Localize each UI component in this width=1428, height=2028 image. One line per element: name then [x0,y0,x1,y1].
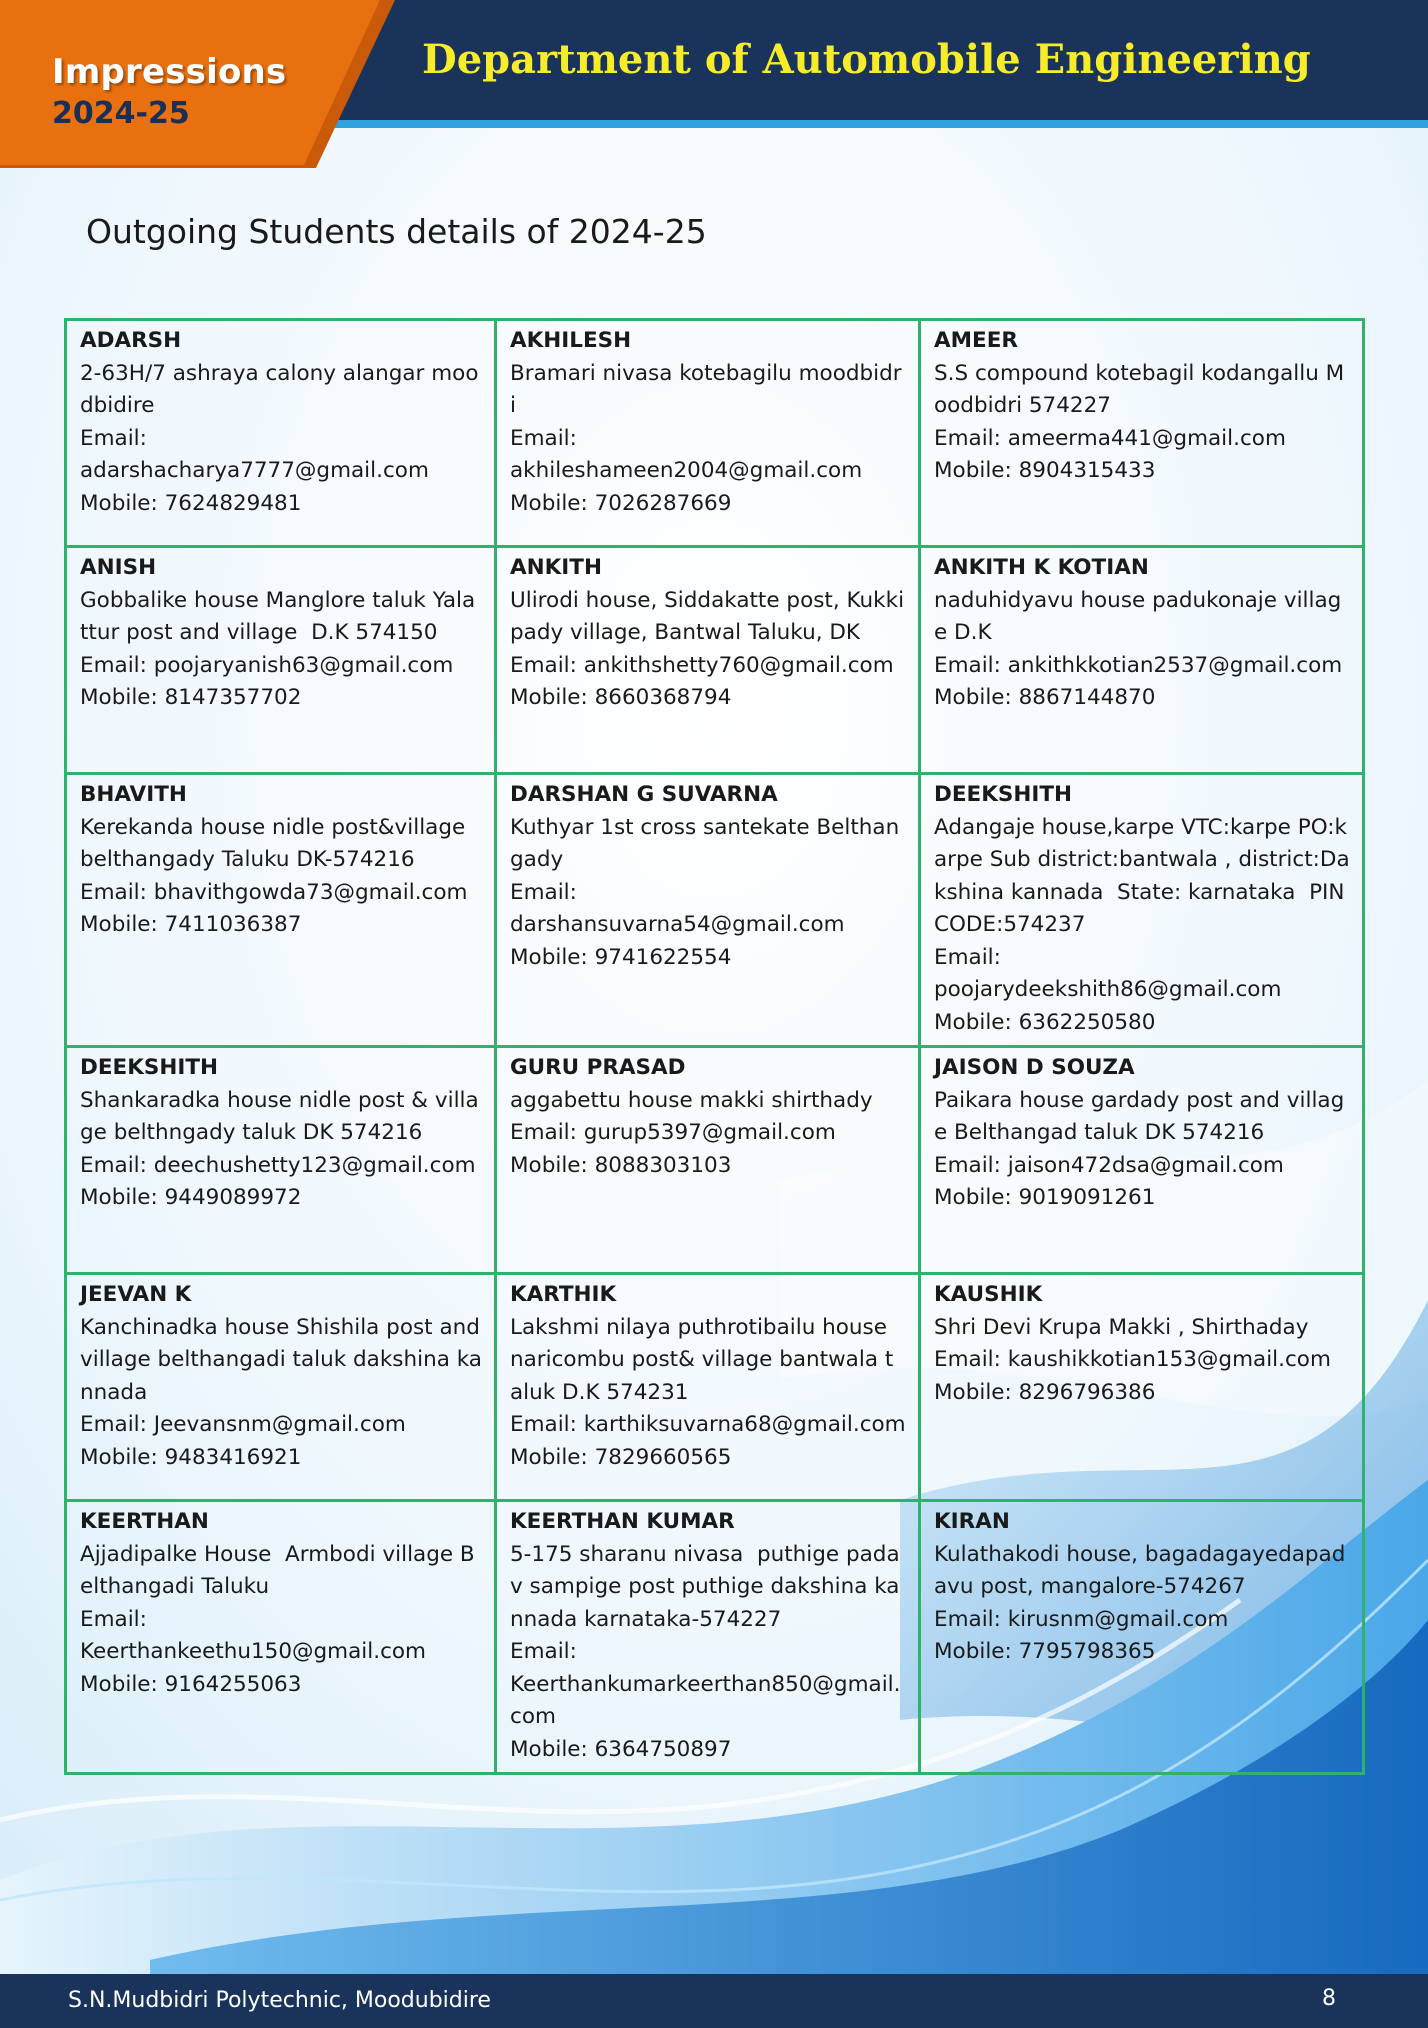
student-name: KARTHIK [510,1282,617,1307]
student-address: Paikara house gardady post and village Belthangad taluk DK 574216 [934,1087,1345,1145]
student-card [66,774,496,1047]
department-title: Department of Automobile Engineering [422,36,1311,83]
student-email: akhileshameen2004@gmail.com [510,458,863,483]
student-email: Email: gurup5397@gmail.com [510,1120,836,1145]
student-card [496,1274,920,1501]
student-mobile: Mobile: 9741622554 [510,944,732,970]
student-name: AMEER [934,328,1018,353]
student-address: Lakshmi nilaya puthrotibailu house naricombu post& village bantwala taluk D.K 574231 [510,1314,894,1405]
student-card [496,774,920,1047]
student-address: Shankaradka house nidle post & village belthngady taluk DK 574216 [80,1087,479,1145]
student-email: Email: kaushikkotian153@gmail.com [934,1347,1331,1372]
student-name: KIRAN [934,1509,1010,1534]
student-mobile: Mobile: 9019091261 [934,1185,1156,1210]
student-address: Adangaje house,karpe VTC:karpe PO:karpe Sub district:bantwala , district:Dakshina kannada State: karnataka PIN CODE:574237 [934,814,1352,937]
student-name: JAISON D SOUZA [934,1055,1135,1080]
student-mobile: Mobile: 7624829481 [80,490,302,516]
student-address: Kerekanda house nidle post&village belthangady Taluku DK-574216 [80,814,473,872]
student-card [920,320,1364,547]
student-name: KAUSHIK [934,1282,1043,1307]
student-mobile: Mobile: 7411036387 [80,912,302,937]
student-name: ADARSH [80,328,182,353]
student-address: 5-175 sharanu nivasa puthige padav sampige post puthige dakshina kannada karnataka-574227 [510,1541,900,1632]
student-address: S.S compound kotebagil kodangallu Moodbidri 574227 [934,360,1345,418]
student-email: Email: karthiksuvarna68@gmail.com [510,1412,906,1437]
student-card [496,320,920,547]
student-mobile: Mobile: 9164255063 [80,1671,302,1697]
student-card [66,1047,496,1274]
table-row [66,320,1364,547]
student-email: Email: [510,425,577,451]
student-mobile: Mobile: 9449089972 [80,1185,302,1210]
student-name: KEERTHAN KUMAR [510,1509,735,1534]
student-card [496,1047,920,1274]
student-email: Keerthankumarkeerthan850@gmail.com [510,1671,901,1729]
student-card [920,547,1364,774]
student-name: ANISH [80,555,157,580]
student-email: Email: poojaryanish63@gmail.com [80,652,454,678]
student-email: Email: [934,944,1001,970]
student-mobile: Mobile: 7829660565 [510,1444,732,1470]
student-email: Email: deechushetty123@gmail.com [80,1152,476,1178]
student-address: Gobbalike house Manglore taluk Yalattur post and village D.K 574150 [80,587,476,645]
student-card [66,1501,496,1774]
student-address: naduhidyavu house padukonaje village D.K [934,587,1342,645]
table-row [66,1274,1364,1501]
student-mobile: Mobile: 8296796386 [934,1379,1156,1405]
student-email: adarshacharya7777@gmail.com [80,458,429,483]
student-name: KEERTHAN [80,1509,209,1534]
student-name: DEEKSHITH [80,1055,219,1080]
student-mobile: Mobile: 8088303103 [510,1152,732,1178]
student-address: Kanchinadka house Shishila post and village belthangadi taluk dakshina kannada [80,1314,487,1405]
student-email: Email: ankithkkotian2537@gmail.com [934,652,1343,678]
student-mobile: Mobile: 6362250580 [934,1009,1156,1035]
student-mobile: Mobile: 6364750897 [510,1736,732,1762]
student-email: Email: [80,1606,147,1632]
student-email: Keerthankeethu150@gmail.com [80,1639,427,1664]
student-mobile: Mobile: 7795798365 [934,1639,1156,1664]
brand-year: 2024-25 [52,96,190,131]
student-mobile: Mobile: 8660368794 [510,685,732,710]
student-email: Email: jaison472dsa@gmail.com [934,1152,1284,1178]
page-footer [0,1974,1428,2028]
student-email: Email: bhavithgowda73@gmail.com [80,879,468,905]
section-title: Outgoing Students details of 2024-25 [86,212,707,251]
student-mobile: Mobile: 9483416921 [80,1444,302,1470]
student-card [66,320,496,547]
student-name: DEEKSHITH [934,782,1073,807]
students-table-body [66,320,1364,1774]
student-name: ANKITH [510,555,602,580]
student-email: Email: Jeevansnm@gmail.com [80,1412,406,1437]
student-email: Email: [510,1639,577,1664]
page-number: 8 [1322,1986,1336,2011]
student-address: aggabettu house makki shirthady [510,1087,873,1113]
table-row [66,547,1364,774]
student-card [920,774,1364,1047]
student-name: ANKITH K KOTIAN [934,555,1149,580]
student-card [66,547,496,774]
student-address: 2-63H/7 ashraya calony alangar moodbidire [80,360,479,418]
students-table [64,318,1365,1775]
student-mobile: Mobile: 8147357702 [80,685,302,710]
table-row [66,1501,1364,1774]
student-email: Email: ameerma441@gmail.com [934,425,1286,451]
student-address: Bramari nivasa kotebagilu moodbidri [510,360,902,418]
student-address: Kulathakodi house, bagadagayedapadavu post, mangalore-574267 [934,1541,1346,1599]
student-email: Email: [510,879,577,905]
student-card [496,1501,920,1774]
student-card [66,1274,496,1501]
student-email: Email: kirusnm@gmail.com [934,1606,1229,1632]
student-address: Ajjadipalke House Armbodi village Belthangadi Taluku [80,1541,475,1599]
student-name: AKHILESH [510,328,632,353]
student-mobile: Mobile: 8867144870 [934,685,1156,710]
student-name: BHAVITH [80,782,187,807]
footer-institution: S.N.Mudbidri Polytechnic, Moodubidire [68,1988,491,2013]
header-accent-strip [300,120,1428,128]
student-name: DARSHAN G SUVARNA [510,782,778,807]
brand-title: Impressions [52,52,287,92]
student-card [920,1501,1364,1774]
student-email: Email: [80,425,147,451]
student-email: Email: ankithshetty760@gmail.com [510,652,894,678]
student-mobile: Mobile: 8904315433 [934,458,1156,483]
student-card [496,547,920,774]
student-card [920,1274,1364,1501]
table-row [66,774,1364,1047]
student-card [920,1047,1364,1274]
student-mobile: Mobile: 7026287669 [510,490,732,516]
student-name: GURU PRASAD [510,1055,686,1080]
student-address: Ulirodi house, Siddakatte post, Kukkipady village, Bantwal Taluku, DK [510,587,905,645]
student-address: Shri Devi Krupa Makki , Shirthaday [934,1314,1309,1340]
student-name: JEEVAN K [80,1282,192,1307]
student-address: Kuthyar 1st cross santekate Belthangady [510,814,900,872]
table-row [66,1047,1364,1274]
student-email: poojarydeekshith86@gmail.com [934,977,1282,1002]
student-email: darshansuvarna54@gmail.com [510,912,845,937]
